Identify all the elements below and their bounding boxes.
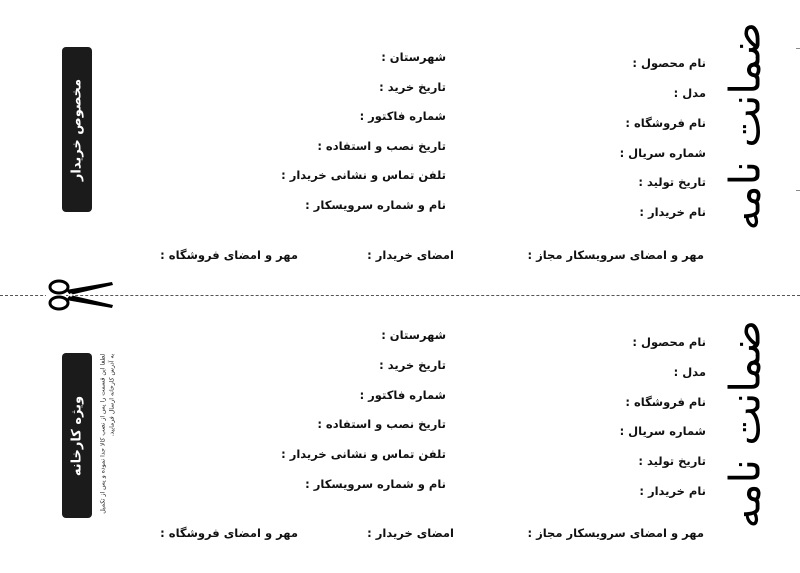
field-buyer-name: نام خریدار : bbox=[639, 484, 706, 498]
signature-technician: مهر و امضای سرویسکار مجاز : bbox=[527, 248, 704, 262]
warranty-card-buyer bbox=[0, 0, 800, 285]
field-model: مدل : bbox=[673, 86, 706, 100]
buyer-tag bbox=[62, 47, 92, 212]
field-install-date: تاریخ نصب و استفاده : bbox=[317, 139, 446, 153]
field-product-name: نام محصول : bbox=[632, 335, 706, 349]
field-technician: نام و شماره سرویسکار : bbox=[305, 198, 446, 212]
signature-technician: مهر و امضای سرویسکار مجاز : bbox=[527, 526, 704, 540]
signature-store: مهر و امضای فروشگاه : bbox=[160, 248, 298, 262]
field-store-name: نام فروشگاه : bbox=[625, 395, 706, 409]
field-invoice-number: شماره فاکتور : bbox=[359, 388, 446, 402]
edge-mark bbox=[796, 48, 800, 49]
field-city: شهرستان : bbox=[381, 50, 446, 64]
field-model: مدل : bbox=[673, 365, 706, 379]
field-buyer-contact: تلفن تماس و نشانی خریدار : bbox=[281, 168, 446, 182]
warranty-card-factory bbox=[0, 290, 800, 573]
factory-tag bbox=[62, 353, 92, 518]
factory-note-text: لطفا این قسمت را پس از نصب کالا جدا نموده و پس از تکمیل به آدرس کارخانه ارسال فرمایید. bbox=[99, 353, 115, 514]
field-install-date: تاریخ نصب و استفاده : bbox=[317, 417, 446, 431]
field-store-name: نام فروشگاه : bbox=[625, 116, 706, 130]
field-invoice-number: شماره فاکتور : bbox=[359, 109, 446, 123]
field-buyer-name: نام خریدار : bbox=[639, 205, 706, 219]
signature-buyer: امضای خریدار : bbox=[367, 248, 454, 262]
edge-mark bbox=[796, 190, 800, 191]
factory-tag-label: ویژه کارخانه bbox=[69, 395, 85, 476]
warranty-title: ضمانت نامه bbox=[720, 21, 770, 231]
field-technician: نام و شماره سرویسکار : bbox=[305, 477, 446, 491]
field-buyer-contact: تلفن تماس و نشانی خریدار : bbox=[281, 447, 446, 461]
field-serial-number: شماره سریال : bbox=[619, 146, 706, 160]
field-serial-number: شماره سریال : bbox=[619, 424, 706, 438]
warranty-title: ضمانت نامه bbox=[720, 319, 770, 529]
field-purchase-date: تاریخ خرید : bbox=[379, 80, 446, 94]
field-city: شهرستان : bbox=[381, 328, 446, 342]
field-product-name: نام محصول : bbox=[632, 56, 706, 70]
buyer-tag-label: مخصوص خریدار bbox=[69, 78, 85, 181]
field-purchase-date: تاریخ خرید : bbox=[379, 358, 446, 372]
field-production-date: تاریخ تولید : bbox=[638, 175, 706, 189]
signature-store: مهر و امضای فروشگاه : bbox=[160, 526, 298, 540]
signature-buyer: امضای خریدار : bbox=[367, 526, 454, 540]
factory-note bbox=[94, 353, 122, 518]
field-production-date: تاریخ تولید : bbox=[638, 454, 706, 468]
